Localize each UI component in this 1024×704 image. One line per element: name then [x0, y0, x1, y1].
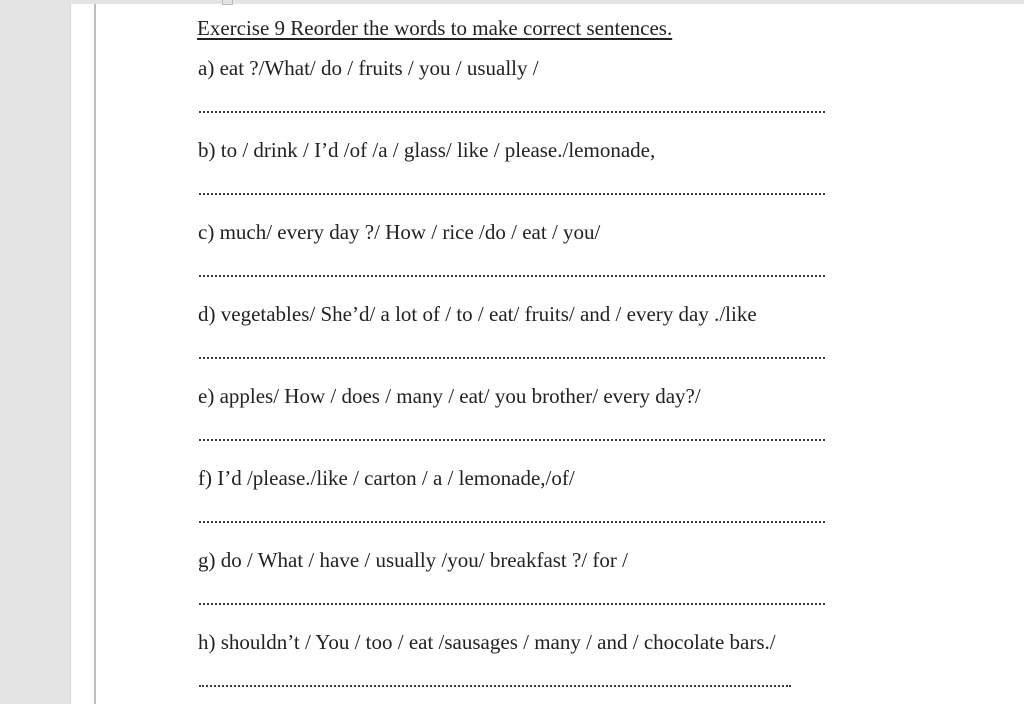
answer-line-e[interactable]	[199, 439, 825, 441]
question-c: c) much/ every day ?/ How / rice /do / eat / you/	[198, 220, 601, 244]
question-b: b) to / drink / I’d /of /a / glass/ like / please./lemonade,	[198, 138, 656, 162]
answer-line-c[interactable]	[199, 275, 825, 277]
answer-line-b[interactable]	[199, 193, 825, 195]
question-g: g) do / What / have / usually /you/ breakfast ?/ for /	[198, 548, 628, 572]
answer-line-f[interactable]	[199, 521, 825, 523]
answer-line-a[interactable]	[199, 111, 825, 113]
document-page	[70, 4, 1024, 704]
question-e: e) apples/ How / does / many / eat/ you brother/ every day?/	[198, 384, 701, 408]
question-a: a) eat ?/What/ do / fruits / you / usually /	[198, 56, 539, 80]
page-margin-line	[94, 4, 96, 704]
page-corner-mark	[222, 0, 233, 5]
exercise-title: Exercise 9 Reorder the words to make correct sentences.	[197, 16, 673, 40]
answer-line-h[interactable]	[199, 685, 791, 687]
answer-line-d[interactable]	[199, 357, 825, 359]
question-f: f) I’d /please./like / carton / a / lemonade,/of/	[198, 466, 575, 490]
question-d: d) vegetables/ She’d/ a lot of / to / eat/ fruits/ and / every day ./like	[198, 302, 757, 326]
answer-line-g[interactable]	[199, 603, 825, 605]
question-h: h) shouldn’t / You / too / eat /sausages / many / and / chocolate bars./	[198, 630, 776, 654]
